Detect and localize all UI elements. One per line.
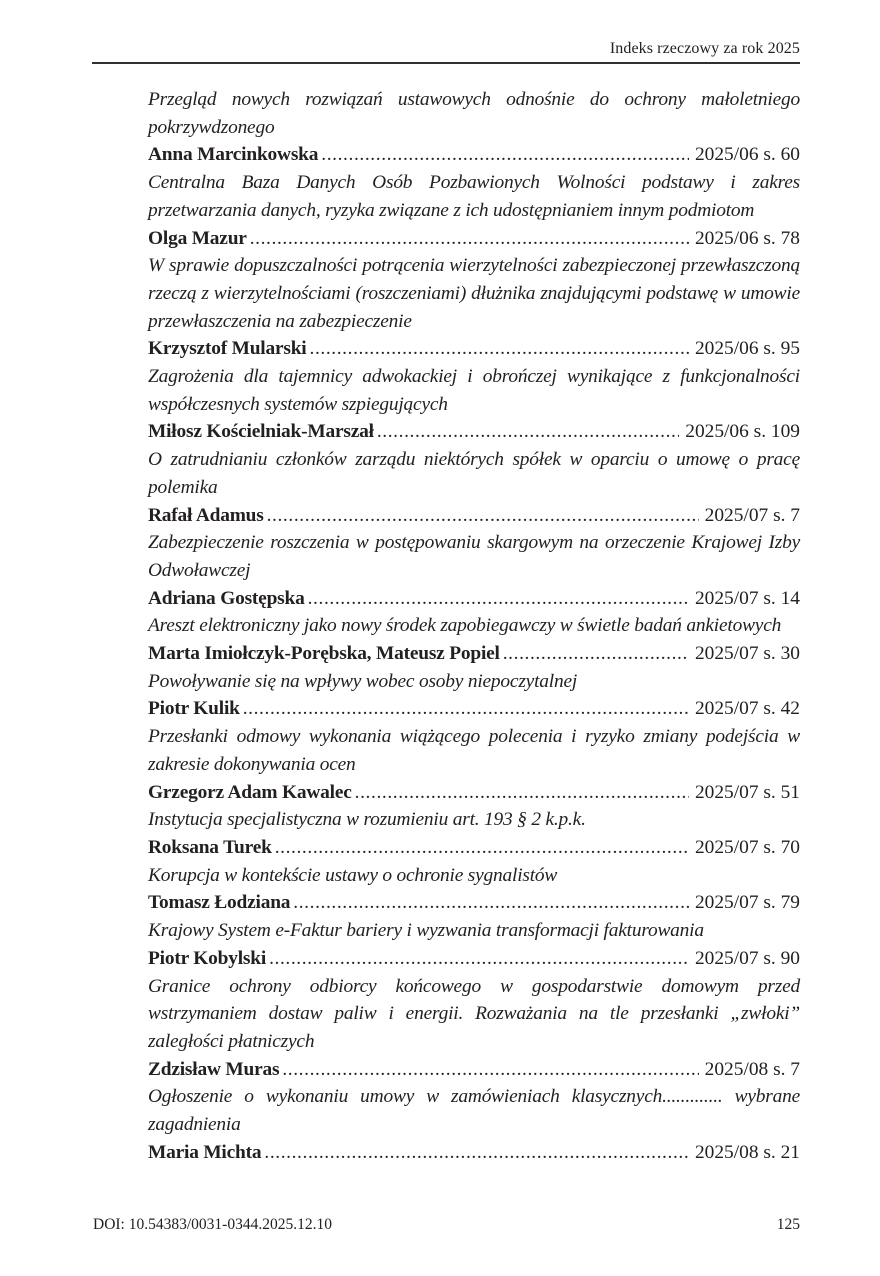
author-names: Anna Marcinkowska (148, 144, 319, 166)
author-names: Piotr Kulik (148, 698, 240, 720)
running-head: Indeks rzeczowy za rok 2025 (609, 40, 800, 57)
index-entry (148, 1083, 800, 1166)
leader-dots (355, 779, 689, 807)
author-names: Adriana Gostępska (148, 587, 305, 609)
page-number: 125 (776, 1216, 800, 1233)
issue-page-ref: 2025/07 s. 79 (694, 892, 800, 914)
index-entry (148, 529, 800, 612)
author-line (148, 335, 800, 363)
author-names: Rafał Adamus (148, 504, 264, 526)
author-names: Roksana Turek (148, 836, 272, 858)
article-title: O zatrudnianiu członków zarządu niektórych spółek w oparciu o umowę o pracę polemika (148, 449, 800, 498)
index-entry (148, 446, 800, 529)
issue-page-ref: 2025/07 s. 70 (694, 836, 800, 858)
leader-dots (269, 945, 689, 973)
index-entry (148, 668, 800, 723)
index-entry-list (148, 86, 800, 1166)
author-line (148, 502, 800, 530)
leader-dots (264, 1139, 689, 1167)
article-title: Krajowy System e-Faktur bariery i wyzwania transformacji fakturowania (148, 920, 704, 942)
index-entry (148, 917, 800, 972)
author-line (148, 779, 800, 807)
author-names: Krzysztof Mularski (148, 338, 307, 360)
issue-page-ref: 2025/07 s. 90 (694, 947, 800, 969)
leader-dots (282, 1056, 698, 1084)
leader-dots (243, 695, 689, 723)
issue-page-ref: 2025/06 s. 78 (694, 227, 800, 249)
leader-dots (308, 585, 689, 613)
author-line (148, 418, 800, 446)
issue-page-ref: 2025/07 s. 14 (694, 587, 800, 609)
author-names: Miłosz Kościelniak-Marszał (148, 421, 374, 443)
index-entry (148, 252, 800, 363)
author-line (148, 834, 800, 862)
author-names: Piotr Kobylski (148, 947, 267, 969)
index-entry (148, 973, 800, 1084)
doi-text: DOI: 10.54383/0031-0344.2025.12.10 (93, 1216, 332, 1233)
author-line (148, 695, 800, 723)
article-title: Zabezpieczenie roszczenia w postępowaniu skargowym na orzeczenie Krajowej Izby Odwoławczej (148, 532, 800, 581)
index-entry (148, 86, 800, 169)
article-title: Ogłoszenie o wykonaniu umowy w zamówieniach klasycznych............. wybrane zagadnienia (148, 1086, 800, 1136)
author-line (148, 1056, 800, 1084)
leader-dots (321, 141, 689, 169)
author-names: Zdzisław Muras (148, 1058, 280, 1080)
issue-page-ref: 2025/07 s. 7 (704, 504, 800, 526)
page-header (92, 40, 800, 64)
issue-page-ref: 2025/06 s. 109 (685, 421, 800, 443)
issue-page-ref: 2025/07 s. 51 (694, 781, 800, 803)
article-title: Przegląd nowych rozwiązań ustawowych odnośnie do ochrony małoletniego pokrzywdzonego (148, 89, 800, 138)
author-line (148, 1139, 800, 1167)
issue-page-ref: 2025/06 s. 95 (694, 338, 800, 360)
leader-dots (275, 834, 689, 862)
index-entry (148, 363, 800, 446)
index-entry (148, 806, 800, 861)
author-names: Maria Michta (148, 1141, 262, 1163)
issue-page-ref: 2025/06 s. 60 (694, 144, 800, 166)
article-title: Granice ochrony odbiorcy końcowego w gospodarstwie domowym przed wstrzymaniem dostaw paliw i energii. Rozważania na tle przesłanki „zwłoki” zaległości płatniczych (148, 975, 800, 1052)
author-names: Tomasz Łodziana (148, 892, 291, 914)
article-title: Areszt elektroniczny jako nowy środek zapobiegawczy w świetle badań ankietowych (148, 615, 782, 637)
issue-page-ref: 2025/07 s. 30 (694, 643, 800, 665)
leader-dots (293, 889, 689, 917)
leader-dots (250, 225, 689, 253)
author-line (148, 945, 800, 973)
article-title: W sprawie dopuszczalności potrącenia wierzytelności zabezpieczonej przewłaszczoną rzeczą z wierzytelnościami (roszczeniami) dłużnika znajdującymi podstawę w umowie przewłaszczenia na zabezpieczenie (148, 255, 800, 332)
article-title: Zagrożenia dla tajemnicy adwokackiej i obrończej wynikające z funkcjonalności współczesnych systemów szpiegujących (148, 366, 800, 415)
issue-page-ref: 2025/08 s. 21 (694, 1141, 800, 1163)
index-entry (148, 169, 800, 252)
leader-dots (503, 640, 689, 668)
leader-dots (377, 418, 679, 446)
leader-dots (267, 502, 699, 530)
issue-page-ref: 2025/07 s. 42 (694, 698, 800, 720)
article-title: Centralna Baza Danych Osób Pozbawionych Wolności podstawy i zakres przetwarzania danych, ryzyka związane z ich udostępnianiem innym podmiotom (148, 172, 800, 221)
author-names: Marta Imiołczyk-Porębska, Mateusz Popiel (148, 643, 500, 665)
index-entry (148, 862, 800, 917)
article-title: Korupcja w kontekście ustawy o ochronie sygnalistów (148, 864, 558, 886)
author-line (148, 889, 800, 917)
leader-dots (310, 335, 689, 363)
author-names: Olga Mazur (148, 227, 247, 249)
article-title: Instytucja specjalistyczna w rozumieniu art. 193 § 2 k.p.k. (148, 809, 586, 831)
author-line (148, 585, 800, 613)
issue-page-ref: 2025/08 s. 7 (704, 1058, 800, 1080)
index-entry (148, 723, 800, 806)
page-footer (93, 1216, 800, 1234)
author-line (148, 225, 800, 253)
index-entry (148, 612, 800, 667)
author-line (148, 640, 800, 668)
article-title: Powoływanie się na wpływy wobec osoby niepoczytalnej (148, 670, 578, 692)
article-title: Przesłanki odmowy wykonania wiążącego polecenia i ryzyko zmiany podejścia w zakresie dokonywania ocen (148, 726, 800, 775)
header-rule (92, 62, 800, 64)
author-names: Grzegorz Adam Kawalec (148, 781, 352, 803)
author-line (148, 141, 800, 169)
